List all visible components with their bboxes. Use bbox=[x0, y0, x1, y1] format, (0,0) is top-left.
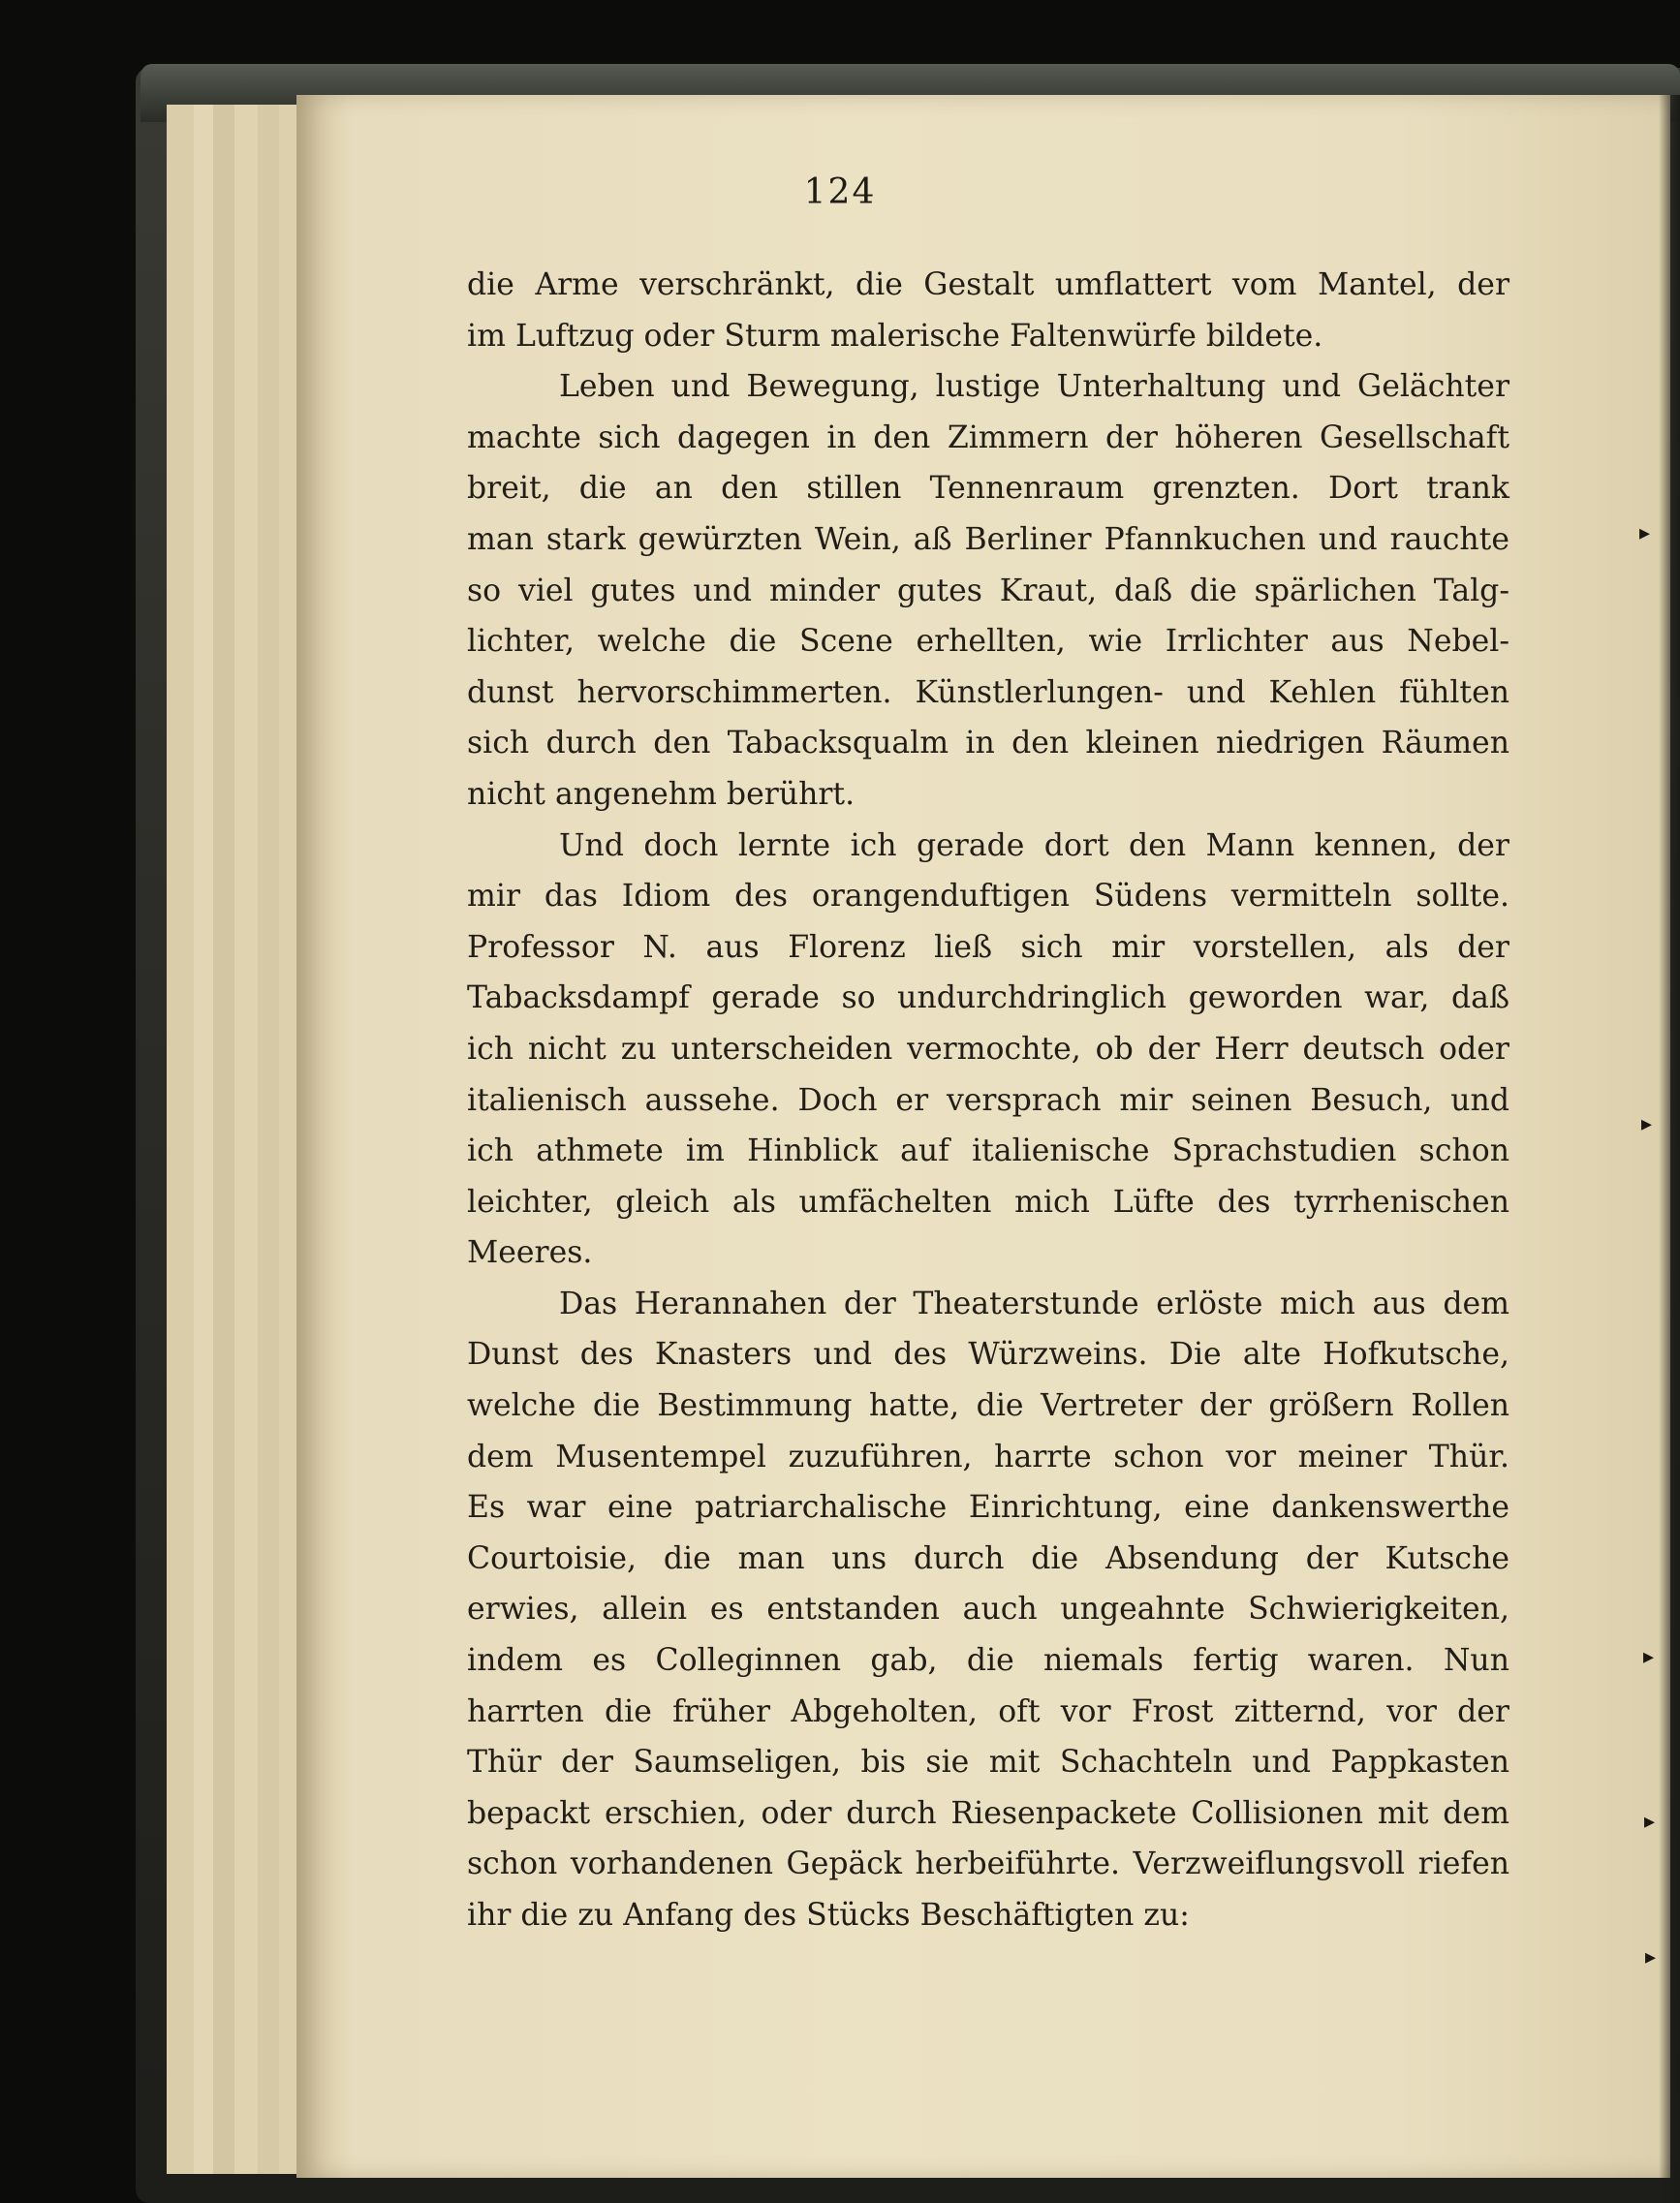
page-number: 124 bbox=[803, 172, 877, 212]
text-line: Das Herannahen der Theaterstunde erlöste mich aus dem bbox=[559, 1286, 1509, 1321]
text-line: ihr die zu Anfang des Stücks Beschäftigten zu: bbox=[467, 1898, 1190, 1933]
page-edge bbox=[167, 105, 197, 2174]
right-gutter-shadow bbox=[1659, 95, 1680, 2203]
text-line: harrten die früher Abgeholten, oft vor Frost zitternd, vor der bbox=[467, 1693, 1509, 1729]
text-line: Courtoisie, die man uns durch die Absendung der Kutsche bbox=[467, 1540, 1509, 1576]
text-line: breit, die an den stillen Tennenraum grenzten. Dort trank bbox=[467, 471, 1509, 507]
page-edge bbox=[234, 105, 261, 2174]
text-line: Tabacksdampf gerade so undurchdringlich geworden war, daß bbox=[467, 980, 1509, 1016]
text-line: sich durch den Tabacksqualm in den kleinen niedrigen Räumen bbox=[467, 726, 1509, 761]
text-line: Dunst des Knasters und des Würzweins. Die alte Hofkutsche, bbox=[467, 1337, 1509, 1373]
margin-mark-icon: ▸ bbox=[1643, 1645, 1655, 1669]
page-text-body bbox=[467, 260, 1509, 1941]
margin-mark-icon: ▸ bbox=[1645, 1945, 1657, 1970]
text-line: ich nicht zu unterscheiden vermochte, ob der Herr deutsch oder bbox=[467, 1031, 1509, 1067]
text-line: welche die Bestimmung hatte, die Vertreter der größern Rollen bbox=[467, 1388, 1509, 1424]
margin-mark-icon: ▸ bbox=[1639, 521, 1651, 545]
text-line: ich athmete im Hinblick auf italienische Sprachstudien schon bbox=[467, 1133, 1509, 1169]
text-line: schon vorhandenen Gepäck herbeiführte. Verzweiflungsvoll riefen bbox=[467, 1846, 1509, 1882]
text-line: bepackt erschien, oder durch Riesenpackete Collisionen mit dem bbox=[467, 1795, 1509, 1831]
text-line: dunst hervorschimmerten. Künstlerlungen- und Kehlen fühlten bbox=[467, 674, 1509, 710]
text-line: im Luftzug oder Sturm malerische Faltenwürfe bildete. bbox=[467, 318, 1323, 354]
margin-mark-icon: ▸ bbox=[1641, 1112, 1653, 1136]
text-line: dem Musentempel zuzuführen, harrte schon vor meiner Thür. bbox=[467, 1439, 1509, 1474]
text-line: Meeres. bbox=[467, 1235, 593, 1271]
text-line: italienisch aussehe. Doch er versprach mir seinen Besuch, und bbox=[467, 1082, 1509, 1118]
text-line: Leben und Bewegung, lustige Unterhaltung und Gelächter bbox=[559, 369, 1509, 405]
text-line: nicht angenehm berührt. bbox=[467, 776, 856, 812]
text-line: mir das Idiom des orangenduftigen Südens vermitteln sollte. bbox=[467, 879, 1509, 915]
margin-mark-icon: ▸ bbox=[1644, 1810, 1656, 1834]
text-line: Es war eine patriarchalische Einrichtung, eine dankenswerthe bbox=[467, 1490, 1509, 1526]
text-line: leichter, gleich als umfächelten mich Lüfte des tyrrhenischen bbox=[467, 1184, 1509, 1220]
text-line: erwies, allein es entstanden auch ungeahnte Schwierigkeiten, bbox=[467, 1592, 1509, 1628]
text-line: lichter, welche die Scene erhellten, wie Irrlichter aus Nebel- bbox=[467, 624, 1509, 660]
text-line: machte sich dagegen in den Zimmern der höheren Gesellschaft bbox=[467, 419, 1509, 455]
text-line: so viel gutes und minder gutes Kraut, daß die spärlichen Talg- bbox=[467, 573, 1509, 608]
text-line: Thür der Saumseligen, bis sie mit Schachteln und Pappkasten bbox=[467, 1745, 1509, 1781]
text-line: Professor N. aus Florenz ließ sich mir vorstellen, als der bbox=[467, 929, 1509, 965]
text-line: die Arme verschränkt, die Gestalt umflattert vom Mantel, der bbox=[467, 267, 1509, 302]
text-line: indem es Colleginnen gab, die niemals fertig waren. Nun bbox=[467, 1643, 1509, 1679]
text-line: Und doch lernte ich gerade dort den Mann kennen, der bbox=[559, 827, 1509, 863]
text-line: man stark gewürzten Wein, aß Berliner Pfannkuchen und rauchte bbox=[467, 521, 1509, 557]
